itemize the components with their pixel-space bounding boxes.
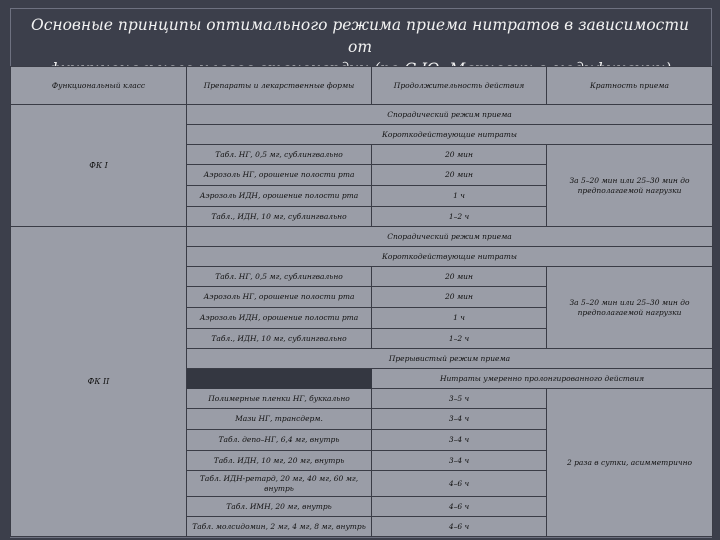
nitrates-table bbox=[10, 66, 713, 537]
fk2-group-2: Нитраты умеренно пролонгированного действия bbox=[372, 369, 713, 389]
duration-cell: 20 мин bbox=[372, 287, 547, 308]
drug-cell: Табл. НГ, 0,5 мг, сублингвально bbox=[187, 145, 372, 165]
duration-cell: 1–2 ч bbox=[372, 207, 547, 227]
drug-cell: Табл. молсидомин, 2 мг, 4 мг, 8 мг, внутрь bbox=[187, 517, 372, 537]
duration-cell: 20 мин bbox=[372, 145, 547, 165]
fk2-regime: Спорадический режим приема bbox=[187, 227, 713, 247]
drug-cell: Табл. НГ, 0,5 мг, сублингвально bbox=[187, 267, 372, 287]
drug-cell: Табл. ИДН, 10 мг, 20 мг, внутрь bbox=[187, 451, 372, 471]
duration-cell: 4–6 ч bbox=[372, 471, 547, 497]
header-frequency: Кратность приема bbox=[547, 67, 713, 105]
duration-cell: 3–4 ч bbox=[372, 451, 547, 471]
table-row bbox=[11, 105, 713, 125]
fk1-regime: Спорадический режим приема bbox=[187, 105, 713, 125]
drug-cell: Аэрозоль НГ, орошение полости рта bbox=[187, 287, 372, 308]
fk2-frequency: За 5–20 мин или 25–30 мин до предполагаемой нагрузки bbox=[547, 267, 713, 349]
empty-cell bbox=[187, 369, 372, 389]
title-line-1: Основные принципы оптимального режима приема нитратов в зависимости от bbox=[30, 16, 690, 56]
fk1-group: Короткодействующие нитраты bbox=[187, 125, 713, 145]
fk1-label: ФК I bbox=[11, 105, 187, 227]
drug-cell: Аэрозоль НГ, орошение полости рта bbox=[187, 165, 372, 186]
header-row bbox=[11, 67, 713, 105]
fk2-frequency-2: 2 раза в сутки, асимметрично bbox=[547, 389, 713, 537]
duration-cell: 3–5 ч bbox=[372, 389, 547, 409]
duration-cell: 20 мин bbox=[372, 267, 547, 287]
fk1-frequency: За 5–20 мин или 25–30 мин до предполагаемой нагрузки bbox=[547, 145, 713, 227]
drug-cell: Мази НГ, трансдерм. bbox=[187, 409, 372, 430]
drug-cell: Аэрозоль ИДН, орошение полости рта bbox=[187, 186, 372, 207]
drug-cell: Табл. ИМН, 20 мг, внутрь bbox=[187, 497, 372, 517]
duration-cell: 4–6 ч bbox=[372, 497, 547, 517]
drug-cell: Табл., ИДН, 10 мг, сублингвально bbox=[187, 329, 372, 349]
duration-cell: 20 мин bbox=[372, 165, 547, 186]
header-class: Функциональный класс bbox=[11, 67, 187, 105]
drug-cell: Табл., ИДН, 10 мг, сублингвально bbox=[187, 207, 372, 227]
table-row bbox=[11, 227, 713, 247]
duration-cell: 3–4 ч bbox=[372, 409, 547, 430]
duration-cell: 3–4 ч bbox=[372, 430, 547, 451]
duration-cell: 4–6 ч bbox=[372, 517, 547, 537]
drug-cell: Аэрозоль ИДН, орошение полости рта bbox=[187, 308, 372, 329]
duration-cell: 1–2 ч bbox=[372, 329, 547, 349]
fk2-group: Короткодействующие нитраты bbox=[187, 247, 713, 267]
drug-cell: Табл. ИДН-ретард, 20 мг, 40 мг, 60 мг, внутрь bbox=[187, 471, 372, 497]
fk2-regime-2: Прерывистый режим приема bbox=[187, 349, 713, 369]
header-duration: Продолжительность действия bbox=[372, 67, 547, 105]
drug-cell: Полимерные пленки НГ, буккально bbox=[187, 389, 372, 409]
fk2-label: ФК II bbox=[11, 227, 187, 537]
duration-cell: 1 ч bbox=[372, 308, 547, 329]
duration-cell: 1 ч bbox=[372, 186, 547, 207]
drug-cell: Табл. депо–НГ, 6,4 мг, внутрь bbox=[187, 430, 372, 451]
header-drugs: Препараты и лекарственные формы bbox=[187, 67, 372, 105]
